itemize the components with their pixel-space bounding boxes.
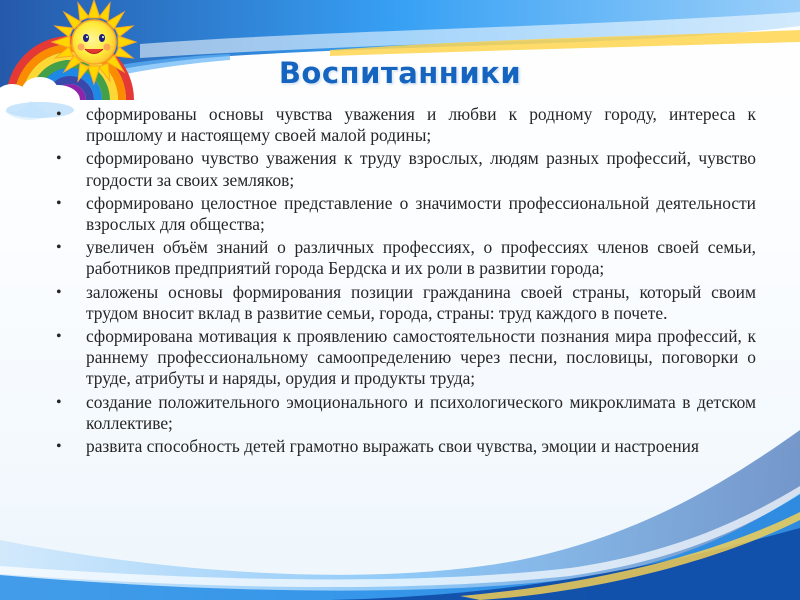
list-item [56, 148, 756, 190]
bullet-icon: • [56, 150, 62, 168]
list-item-text: создание положительного эмоционального и психологического микроклимата в детском коллективе; [86, 391, 756, 433]
list-item-text: развита способность детей грамотно выражать свои чувства, эмоции и настроения [86, 436, 699, 457]
bullet-list [56, 104, 756, 459]
list-item [56, 282, 756, 324]
bullet-icon: • [56, 106, 62, 123]
slide-title: Воспитанники [278, 56, 522, 90]
list-item-text: сформирована мотивация к проявлению самостоятельности познания мира профессий, к раннему профессиональному самоопределению через песни, пословицы, поговорки о труде, атрибуты и наряды, орудия и продукты труда; [86, 326, 756, 389]
bullet-icon: • [56, 194, 62, 212]
list-item [56, 237, 756, 279]
list-item [56, 193, 756, 235]
list-item-text: сформировано целостное представление о значимости профессиональной деятельности взрослых для общества; [86, 192, 756, 235]
list-item-text: сформировано чувство уважения к труду взрослых, людям разных профессий, чувство гордости за своих земляков; [86, 148, 756, 190]
list-item-text: сформированы основы чувства уважения и любви к родному городу, интереса к прошлому и настоящему своей малой родины; [86, 104, 756, 146]
list-item-text: увеличен объём знаний о различных профессиях, о профессиях членов своей семьи, работников предприятий города Бердска и их роли в развитии города; [86, 237, 756, 279]
bullet-icon: • [56, 239, 62, 257]
list-item-text: заложены основы формирования позиции гражданина своей страны, который своим трудом вносит вклад в развитие семьи, города, страны: труд каждого в почете. [86, 281, 756, 323]
list-item [56, 392, 756, 434]
list-item [56, 104, 756, 146]
bullet-icon: • [56, 393, 62, 411]
bullet-icon: • [56, 328, 62, 346]
list-item [56, 436, 756, 457]
list-item [56, 326, 756, 390]
bullet-icon: • [56, 283, 62, 301]
bullet-icon: • [56, 438, 62, 456]
